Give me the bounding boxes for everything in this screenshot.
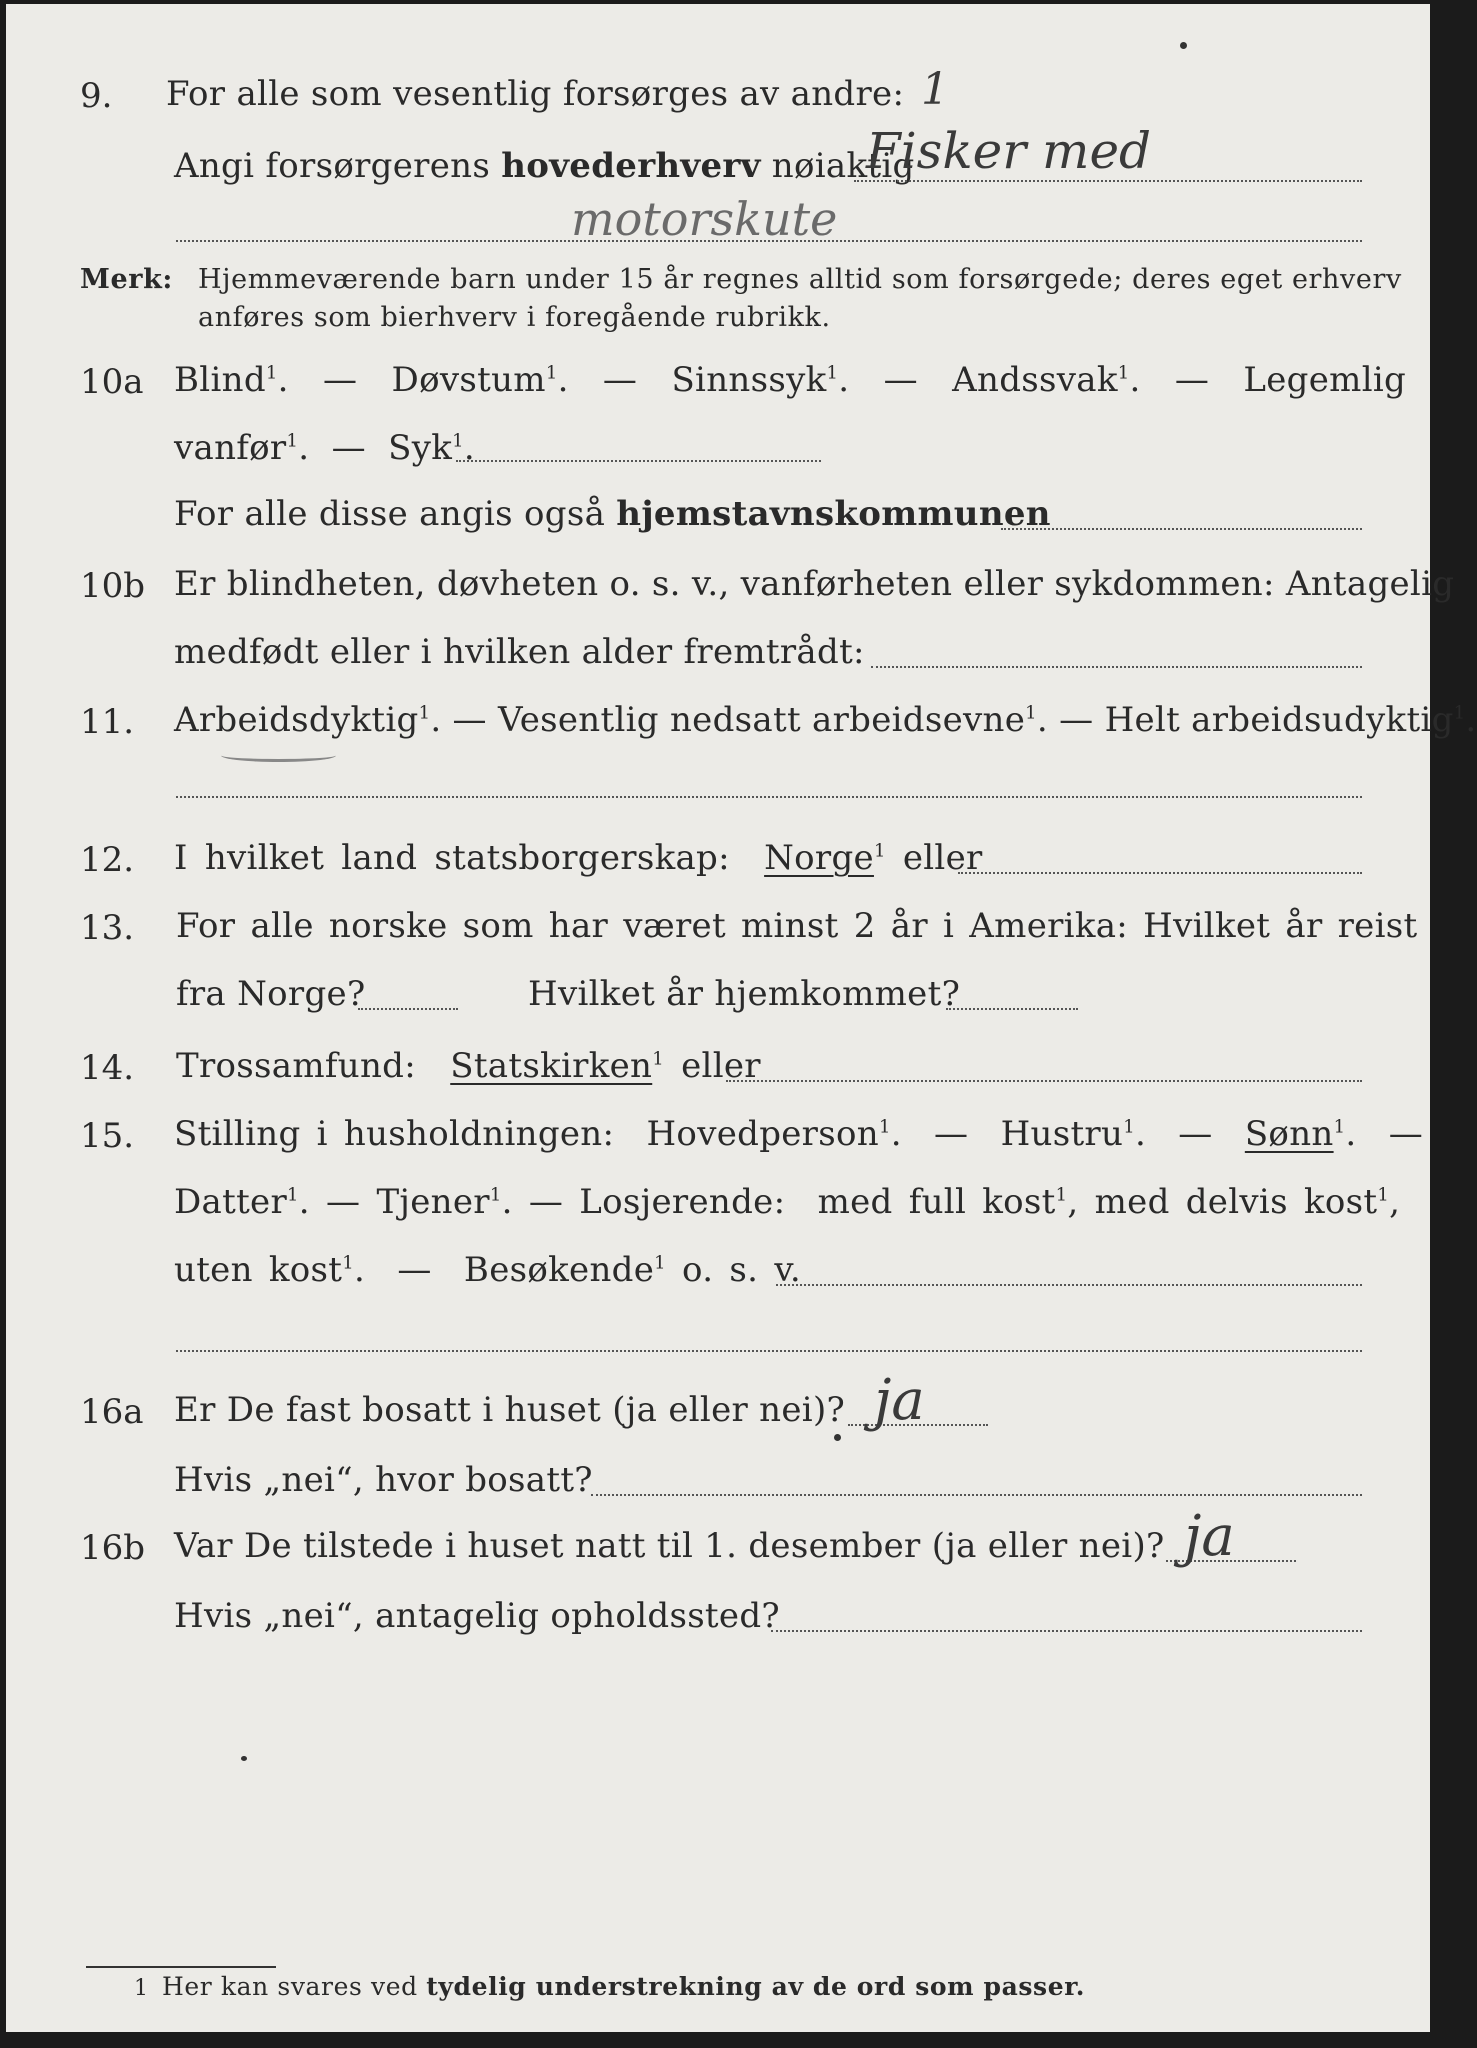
q9-occupation-label: Angi forsørgerens hovederhverv nøiaktig [174,146,915,186]
q9-answer-mark: 1 [921,64,949,115]
q15-line-2: Datter$^1$. — Tjener$^1$. — Losjerende: med full kost$^1$, med delvis kost$^1$, [174,1182,1401,1222]
q9-answer-handwritten-2: motorskute [571,192,838,246]
ink-speck [241,1756,247,1761]
q10a-line-3: For alle disse angis også hjemstavnskommunen [174,494,1051,534]
q13-number: 13. [80,908,135,948]
q10a-hjemstavn-answer-line [1001,528,1362,530]
q11-handwritten-underline [221,749,336,762]
q13-line-2a: fra Norge? [176,974,366,1014]
q16b-number: 16b [80,1528,146,1568]
q14-line: Trossamfund: Statskirken$^1$ eller [176,1046,761,1086]
q10b-line-1: Er blindheten, døvheten o. s. v., vanførheten eller sykdommen: Antagelig [174,564,1455,604]
q15-answer-line-1 [776,1284,1362,1286]
q10a-line-1: Blind$^1$. — Døvstum$^1$. — Sinnssyk$^1$. — Andssvak$^1$. — Legemlig [174,360,1407,400]
q9-question: For alle som vesentlig forsørges av andre: [166,74,905,114]
q10a-number: 10a [80,362,144,402]
q16a-bosatt-answer-line [591,1494,1362,1496]
footnote-marker: 1 [134,1976,149,2001]
q15-number: 15. [80,1116,135,1156]
q12-answer-line [958,872,1362,874]
q12-number: 12. [80,840,135,880]
footnote-rule [86,1966,276,1968]
q14-number: 14. [80,1048,135,1088]
census-form-page [6,4,1477,2032]
merk-label: Merk: [80,264,173,295]
q13-line-1: For alle norske som har været minst 2 år i Amerika: Hvilket år reist [176,906,1418,946]
q13-hjemkommet-answer-line [946,1008,1078,1010]
q10b-line-2: medfødt eller i hvilken alder fremtrådt: [174,632,865,672]
q16a-line-2: Hvis „nei“, hvor bosatt? [174,1460,593,1500]
q10b-number: 10b [80,566,146,606]
q15-line-1: Stilling i husholdningen: Hovedperson$^1$. — Hustru$^1$. — Sønn$^1$. — [174,1114,1423,1154]
q15-answer-line-2 [176,1350,1362,1352]
q15-line-3: uten kost$^1$. — Besøkende$^1$ o. s. v. [174,1250,801,1290]
footnote-text: Her kan svares ved tydelig understrekning av de ord som passer. [162,1972,1086,2001]
q16a-line-1: Er De fast bosatt i huset (ja eller nei)? [174,1390,846,1430]
q13-reist-answer-line [358,1008,458,1010]
q10b-answer-line [871,666,1362,668]
merk-line-2: anføres som bierhverv i foregående rubrikk. [198,302,831,333]
ink-speck [1180,42,1187,49]
q11-answer-line [176,796,1362,798]
q10a-line-2: vanfør$^1$. — Syk$^1$. [174,428,475,468]
ink-speck [834,1434,841,1441]
merk-line-1: Hjemmeværende barn under 15 år regnes alltid som forsørgede; deres eget erhverv [198,264,1402,295]
q11-line: Arbeidsdyktig$^1$. — Vesentlig nedsatt arbeidsevne$^1$. — Helt arbeidsudyktig$^1$. [174,700,1477,740]
q9-answer-line-1 [854,180,1362,182]
q16a-number: 16a [80,1392,144,1432]
q10a-syk-answer-line [456,460,821,462]
q13-line-2b: Hvilket år hjemkommet? [528,974,961,1014]
q14-answer-line [726,1080,1362,1082]
q9-number: 9. [80,76,113,116]
q12-line: I hvilket land statsborgerskap: Norge$^1$ eller [174,838,983,878]
q16b-line-1: Var De tilstede i huset natt til 1. desember (ja eller nei)? [174,1526,1165,1566]
q16b-line-2: Hvis „nei“, antagelig opholdssted? [174,1596,780,1636]
q11-number: 11. [80,702,135,742]
q16b-opholdssted-answer-line [771,1630,1362,1632]
q16a-answer-handwritten: ja [874,1368,925,1433]
q16b-answer-handwritten: ja [1184,1504,1235,1569]
q9-answer-handwritten-1: Fisker med [866,122,1152,180]
